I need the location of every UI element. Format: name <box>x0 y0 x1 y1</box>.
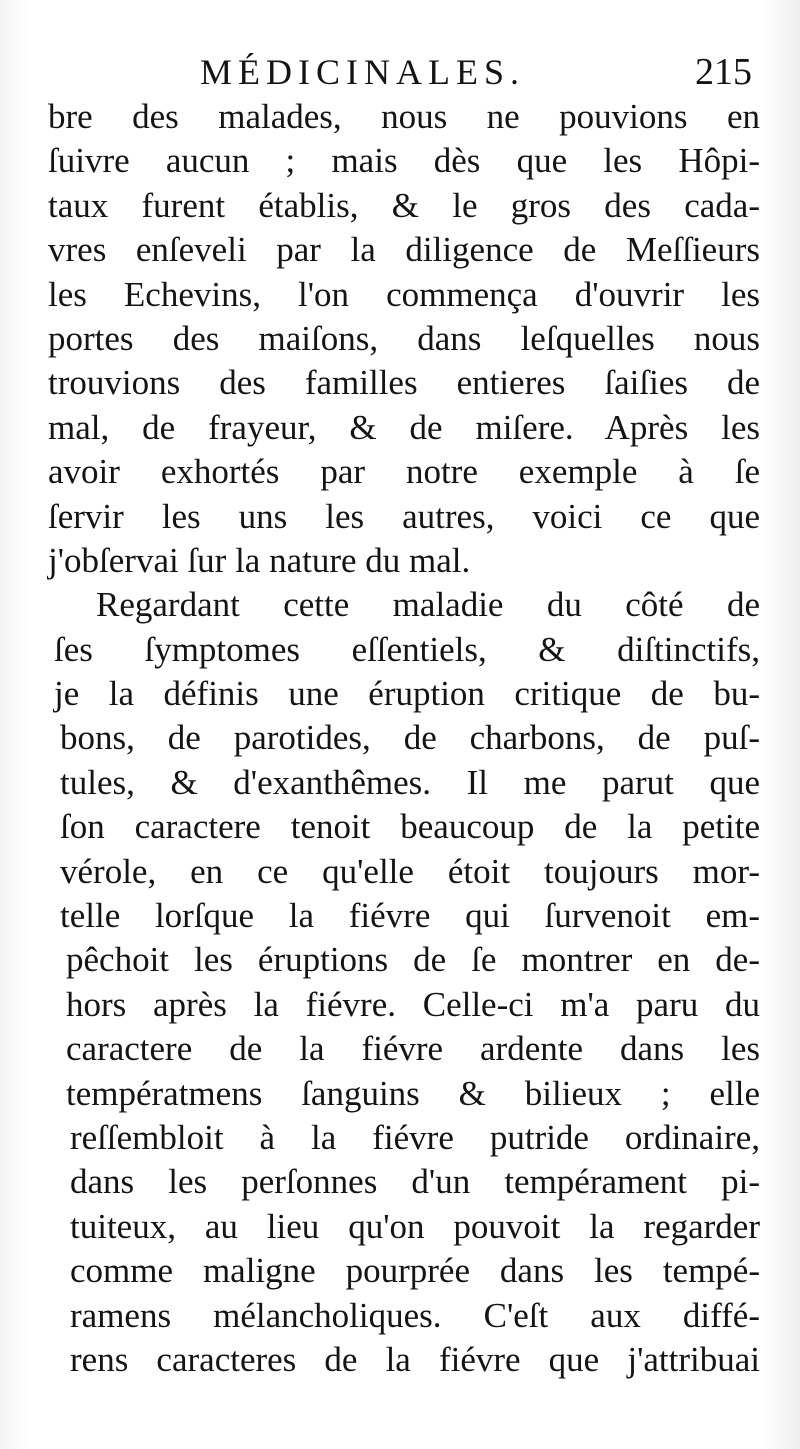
text-line: trouvions des familles entieres ſaiſies de <box>48 363 760 403</box>
text-line: dans les perſonnes d'un tempérament pi- <box>70 1162 760 1202</box>
running-head-title: MÉDICINALES. <box>200 52 525 92</box>
text-line: ſuivre aucun ; mais dès que les Hôpi- <box>48 141 760 181</box>
text-line: caractere de la fiévre ardente dans les <box>66 1029 760 1069</box>
text-line: je la définis une éruption critique de bu- <box>54 674 760 714</box>
text-line: tules, & d'exanthêmes. Il me parut que <box>60 762 760 802</box>
text-line: ſervir les uns les autres, voici ce que <box>48 496 760 536</box>
text-line: telle lorſque la fiévre qui ſurvenoit em- <box>60 896 760 936</box>
page-number: 215 <box>695 51 752 93</box>
text-line: ſon caractere tenoit beaucoup de la petite <box>60 807 760 847</box>
text-line: tuiteux, au lieu qu'on pouvoit la regarder <box>70 1206 760 1246</box>
text-line: mal, de frayeur, & de miſere. Après les <box>48 407 760 447</box>
text-line: reſſembloit à la fiévre putride ordinaire, <box>70 1117 760 1157</box>
text-line: comme maligne pourprée dans les tempé- <box>70 1251 760 1291</box>
body-text <box>48 95 760 1382</box>
text-line: avoir exhortés par notre exemple à ſe <box>48 452 760 492</box>
text-line: rens caracteres de la fiévre que j'attribuai <box>70 1339 760 1379</box>
text-line: pêchoit les éruptions de ſe montrer en de- <box>66 940 760 980</box>
text-line: vres enſeveli par la diligence de Meſſieurs <box>48 230 760 270</box>
text-line: les Echevins, l'on commença d'ouvrir les <box>48 274 760 314</box>
text-line: ſes ſymptomes eſſentiels, & diſtinctifs, <box>54 629 760 669</box>
text-line: portes des maiſons, dans leſquelles nous <box>48 318 760 358</box>
text-line: taux furent établis, & le gros des cada- <box>48 185 760 225</box>
text-line: bre des malades, nous ne pouvions en <box>48 97 760 136</box>
text-line: bons, de parotides, de charbons, de puſ- <box>60 718 760 758</box>
text-line: températmens ſanguins & bilieux ; elle <box>66 1073 760 1113</box>
text-line: vérole, en ce qu'elle étoit toujours mor- <box>60 851 760 891</box>
text-line: hors après la fiévre. Celle-ci m'a paru du <box>66 984 760 1024</box>
text-line: j'obſervai ſur la nature du mal. <box>48 540 471 580</box>
text-line: ramens mélancholiques. C'eſt aux diffé- <box>70 1295 760 1335</box>
paragraph-first-line: Regardant cette maladie du côté de <box>96 585 760 625</box>
running-head <box>200 50 752 100</box>
